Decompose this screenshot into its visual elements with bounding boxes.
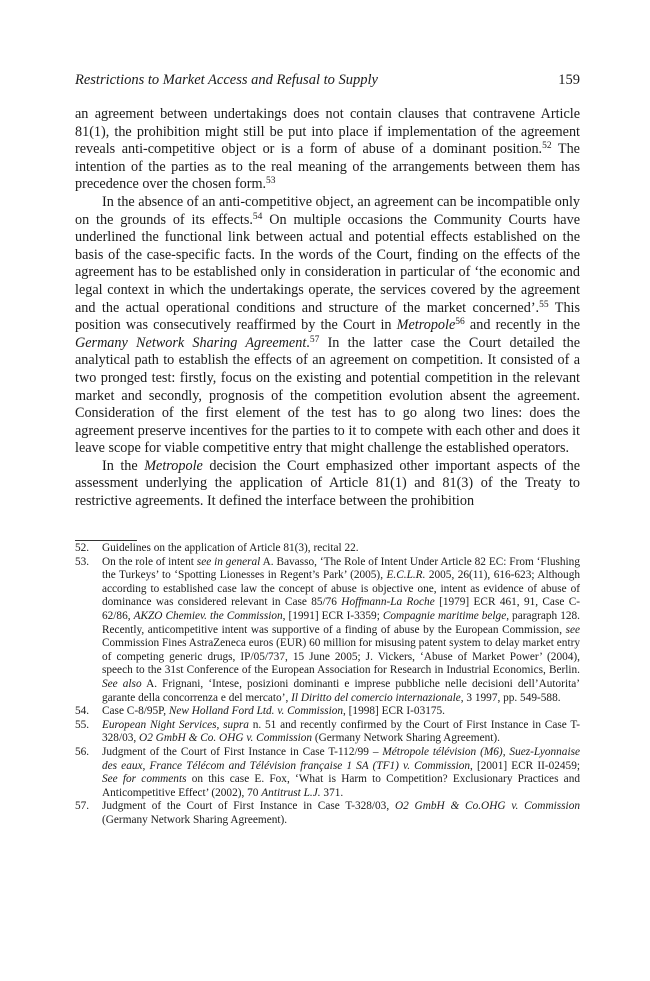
text-run: 2005, 26(11), 616-623; Although according to established case law the concept of abuse is objective one, intent as evidence of abuse of dominance was considered relevant in Case 85/76 <box>102 569 580 609</box>
main-text <box>75 106 580 511</box>
text-run: . <box>306 334 310 351</box>
text-run: In the <box>102 457 145 474</box>
paragraph-2 <box>75 194 580 458</box>
page-number: 159 <box>558 72 580 88</box>
text-run: [1979] ECR 461, 91, Case C-62/86, <box>102 596 580 622</box>
text-run: Case C-8/95P, <box>102 705 169 718</box>
text-run: On multiple occasions the Community Courts have underlined the functional link between actual and potential effects established on the basis of the case-specific facts. In the words of the Court, finding on the effects of the agreement has to be established only in consideration in particular of ‘the economic and legal context in which the undertakings operate, the services covered by the agreement and the actual operational conditions and structure of the market concerned’. <box>75 211 580 316</box>
text-run: Commission Fines AstraZeneca euros (EUR) 60 million for misusing patent system to delay market entry of competing generic drugs, IP/05/737, 15 June 2005; J. Vickers, ‘Abuse of Market Power’ (2004), speech to the 31st Conference of the European Association for Research in Industrial Economics, Berlin. <box>102 637 580 677</box>
footnote-53 <box>75 556 580 706</box>
footnote-ref: 52 <box>542 141 552 152</box>
text-run: Judgment of the Court of First Instance in Case T-328/03, <box>102 800 395 813</box>
text-run: , paragraph 128. Recently, anticompetitive intent was supportive of a finding of abuse by the European Commission, <box>102 609 580 636</box>
running-header <box>75 72 580 92</box>
text-run: , [1991] ECR I-3359; <box>282 609 383 622</box>
footnote-55 <box>75 719 580 746</box>
text-run: n. 51 and recently confirmed by the Court of First Instance in Case T-328/03, <box>102 718 581 745</box>
text-run: A. Frignani, ‘Intese, posizioni dominanti e imprese pubbliche nelle decisioni dell’Autorita’ garante della concorrenza e del mercato’, <box>102 677 580 704</box>
text-run: See also <box>102 677 142 690</box>
footnote-ref: 53 <box>266 176 276 187</box>
text-run: Judgment of the Court of First Instance in Case T-112/99 – <box>102 745 383 758</box>
text-run: The intention of the parties as to the real meaning of the arrangements between them has precedence over the chosen form. <box>75 141 580 193</box>
text-run: This position was consecutively reaffirmed by the Court in <box>75 299 581 334</box>
text-run: See for comments <box>102 773 187 786</box>
footnote-number: 57. <box>75 800 90 813</box>
footnote-number: 52. <box>75 542 90 554</box>
text-run: 371. <box>320 786 344 799</box>
text-run: O2 GmbH & Co. OHG v. Commission <box>139 732 313 745</box>
text-run: (Germany Network Sharing Agreement). <box>102 813 288 826</box>
text-run: and recently in the <box>464 317 580 334</box>
text-run: Compagnie maritime belge <box>382 609 507 622</box>
text-run: Antitrust L.J. <box>261 786 321 799</box>
text-run: on this case E. Fox, ‘What is Harm to Competition? Exclusionary Practices and Anticompetitive Effect’ (2002), 70 <box>102 773 580 799</box>
footnote-ref: 54 <box>252 211 263 222</box>
text-run: decision the Court emphasized other important aspects of the assessment underlying the application of Article 81(1) and 81(3) of the Treaty to restrictive agreements. It defined the interface between the prohibition <box>75 457 580 510</box>
text-run: Hoffmann-La Roche <box>341 596 435 609</box>
paragraph-1 <box>75 106 580 194</box>
footnote-number: 53. <box>75 555 90 568</box>
footnote-ref: 57 <box>309 334 320 345</box>
case-name: Metropole <box>144 457 203 474</box>
text-run: In the latter case the Court detailed the analytical path to establish the effects of an agreement on competition. It consisted of a two pronged test: firstly, focus on the existing and potential competition in the relevant market and secondly, prognosis of the competition evolution absent the agreement. Consideration of the first element of the test has to go along two lines: does the agreement preserve incentives for the parties to it to compete with each other and does it leave scope for viable competitive entry that might challenge the established operators. <box>75 334 580 457</box>
text-run: On the role of intent <box>102 555 197 568</box>
footnote-56 <box>75 746 580 800</box>
text-run: AKZO Chemiev. the Commission <box>133 609 283 622</box>
footnote-57 <box>75 800 580 827</box>
text-run: an agreement between undertakings does not contain clauses that contravene Article 81(1), the prohibition might still be put into place if implementation of the agreement reveals anti-competitive object or is a form of abuse of a dominant position. <box>75 106 580 158</box>
footnote-number: 54. <box>75 705 90 718</box>
text-run: see in general <box>196 555 261 568</box>
text-run: In the absence of an anti-competitive object, an agreement can be incompatible only on the grounds of its effects. <box>75 193 580 228</box>
paragraph-3 <box>75 458 580 511</box>
text-run: Il Diritto del comercio internazionale <box>291 691 461 704</box>
footnote-54 <box>75 705 580 719</box>
footnote-number: 55. <box>75 718 90 731</box>
text-run: O2 GmbH & Co.OHG v. Commission <box>394 800 580 813</box>
text-run: (Germany Network Sharing Agreement). <box>312 732 500 745</box>
footnote-separator <box>75 540 137 541</box>
footnote-ref: 56 <box>455 317 465 328</box>
running-title: Restrictions to Market Access and Refusal to Supply <box>75 72 378 88</box>
text-run: A. Bavasso, ‘The Role of Intent Under Article 82 EC: From ‘Flushing the Turkeys’ to ‘Spotting Lionesses in Regent’s Park’ (2005), <box>102 555 580 582</box>
footnote-ref: 55 <box>539 299 549 310</box>
text-run: see <box>565 623 580 636</box>
footnote-text: Guidelines on the application of Article 81(3), recital 22. <box>102 542 359 554</box>
footnote-52 <box>75 542 580 556</box>
case-name: Metropole <box>396 317 456 334</box>
case-name: Germany Network Sharing Agreement <box>75 334 307 351</box>
text-run: , [2001] ECR II-02459; <box>470 759 580 772</box>
text-run: , [1998] ECR I-03175. <box>343 705 445 718</box>
footnotes <box>75 542 580 827</box>
text-run: New Holland Ford Ltd. v. Commission <box>168 705 344 718</box>
text-run: European Night Services, supra <box>102 718 249 731</box>
text-run: E.C.L.R. <box>386 569 426 582</box>
text-run: , 3 1997, pp. 549-588. <box>460 691 561 704</box>
footnote-number: 56. <box>75 745 90 758</box>
text-run: Métropole télévision (M6), Suez-Lyonnaise des eaux, France Télécom and Télévision française 1 SA (TF1) v. Commission <box>102 745 580 772</box>
